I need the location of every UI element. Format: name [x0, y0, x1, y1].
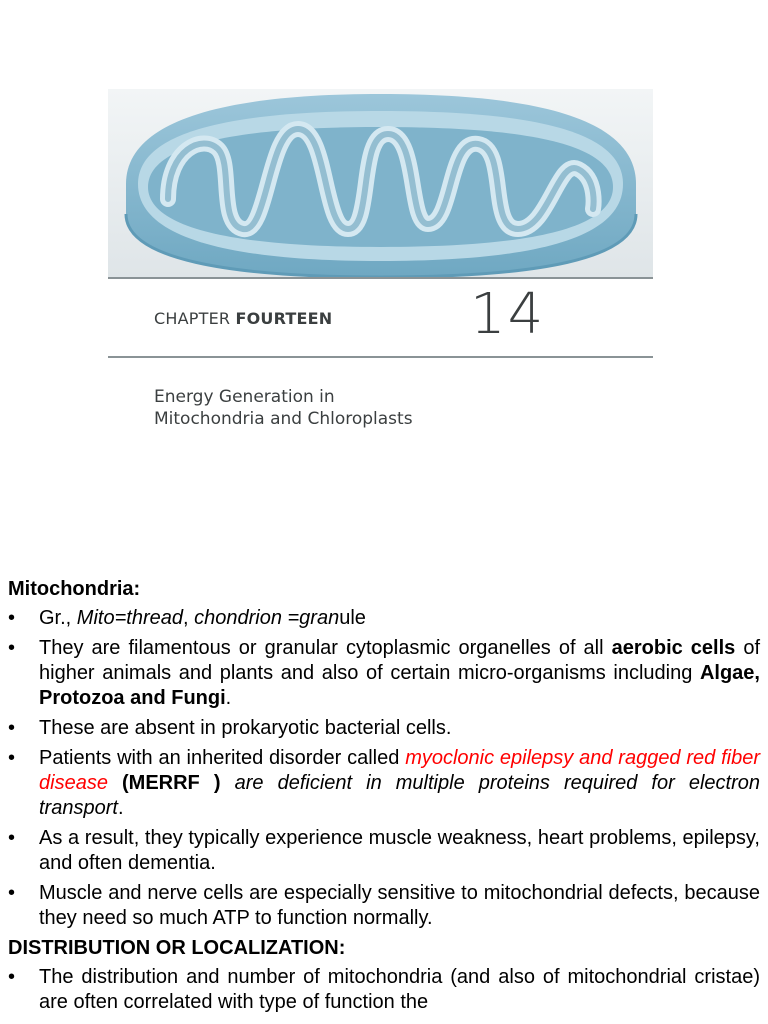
- distribution-bullet-list: [8, 965, 760, 1015]
- chapter-number: 14: [470, 282, 546, 347]
- chapter-label: CHAPTER FOURTEEN: [154, 309, 333, 328]
- bullet-etymology: • Gr., Mito=thread, chondrion =granule: [8, 606, 760, 631]
- mitochondrion-icon: [108, 89, 653, 277]
- bullet-muscle-nerve: • Muscle and nerve cells are especially sensitive to mitochondrial defects, because they need so much ATP to function normally.: [8, 881, 760, 931]
- mitochondria-bullet-list: [8, 606, 760, 931]
- lecture-notes: [8, 577, 760, 1020]
- divider-bottom: [108, 356, 653, 358]
- chapter-title: Energy Generation in Mitochondria and Chloroplasts: [154, 387, 413, 429]
- divider-top: [108, 277, 653, 279]
- bullet-merrf: • Patients with an inherited disorder called myoclonic epilepsy and ragged red fiber disease (MERRF ) are deficient in multiple proteins required for electron transport.: [8, 746, 760, 821]
- section-heading-mitochondria: Mitochondria:: [8, 578, 141, 600]
- section-heading-distribution: DISTRIBUTION OR LOCALIZATION:: [8, 937, 346, 959]
- bullet-symptoms: • As a result, they typically experience muscle weakness, heart problems, epilepsy, and often dementia.: [8, 826, 760, 876]
- bullet-distribution: • The distribution and number of mitochondria (and also of mitochondrial cristae) are often correlated with type of function the: [8, 965, 760, 1015]
- bullet-prokaryotes: • These are absent in prokaryotic bacterial cells.: [8, 716, 760, 741]
- bullet-description: • They are filamentous or granular cytoplasmic organelles of all aerobic cells of higher animals and plants and also of certain micro-organisms including Algae, Protozoa and Fungi.: [8, 636, 760, 711]
- chapter-cover-image: [108, 89, 653, 277]
